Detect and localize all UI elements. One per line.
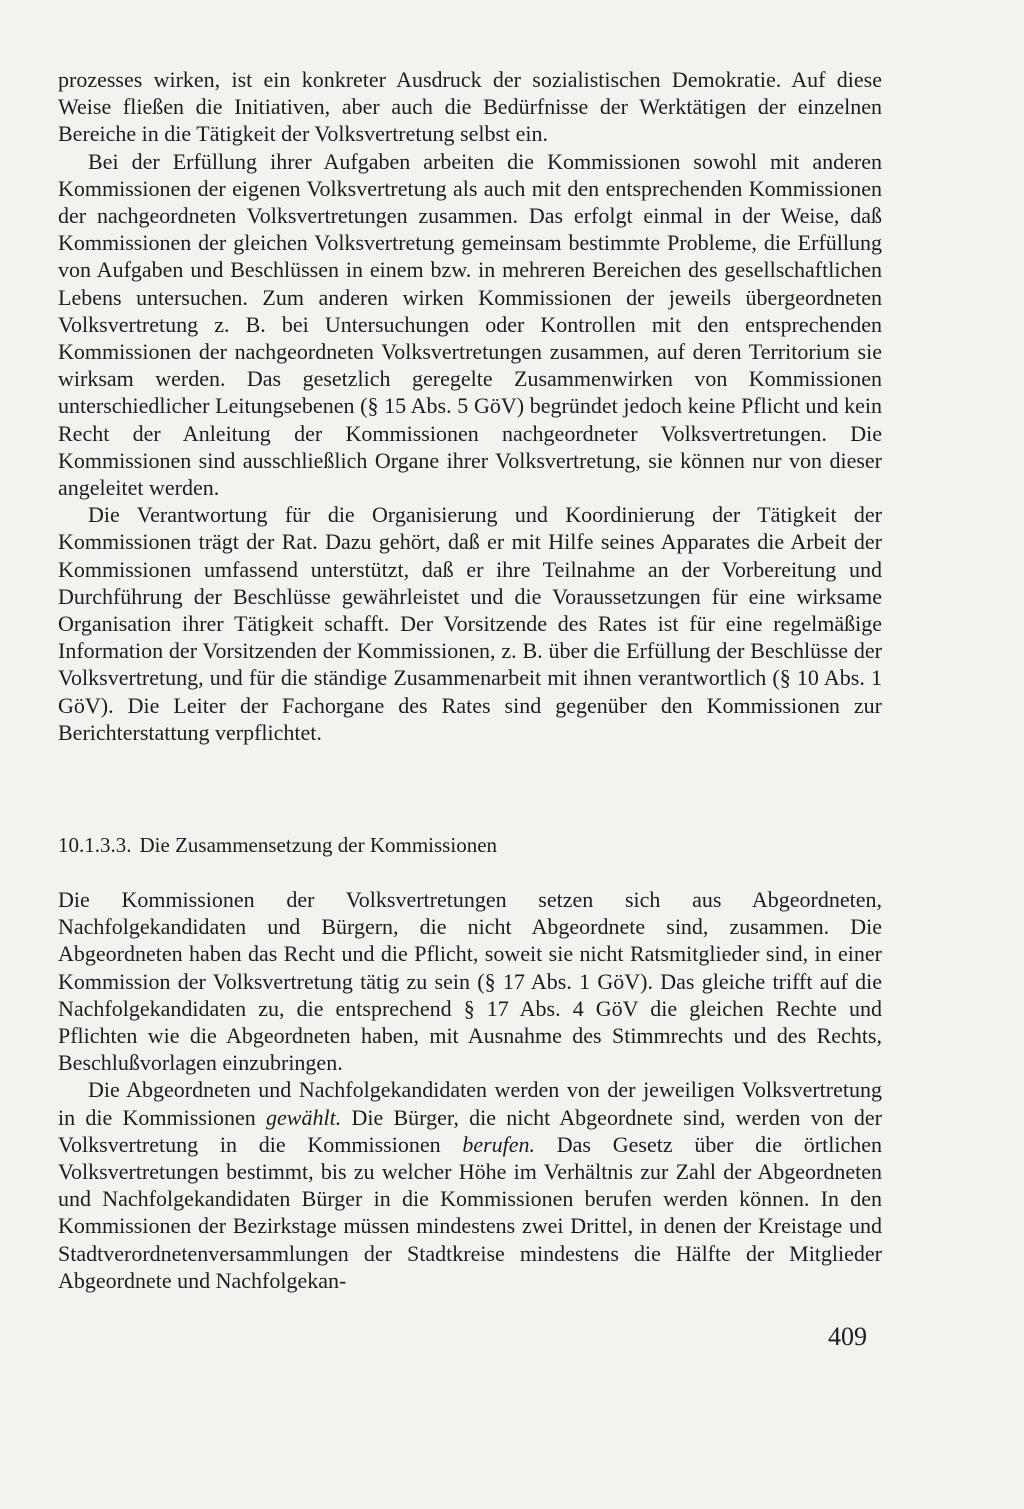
paragraph-5-part-b: Die Bürger, die nicht Abgeordnete sind, werden von der Volksvertretung in die Kommissionen	[58, 1104, 882, 1157]
paragraph-2: Bei der Erfüllung ihrer Aufgaben arbeiten die Kommissionen sowohl mit anderen Kommissionen der eigenen Volksvertretung als auch mit den entsprechenden Kommissionen der nachgeordneten Volksvertretungen zusammen. Das erfolgt einmal in der Weise, daß Kommissionen der gleichen Volksvertretung gemeinsam bestimmte Probleme, die Erfüllung von Aufgaben und Beschlüssen in einem bzw. in mehreren Bereichen des gesellschaftlichen Lebens untersuchen. Zum anderen wirken Kommissionen der jeweils übergeordneten Volksvertretung z. B. bei Untersuchungen oder Kontrollen mit den entsprechenden Kommissionen der nachgeordneten Volksvertretungen zusammen, auf deren Territorium sie wirksam werden. Das gesetzlich geregelte Zusammenwirken von Kommissionen unterschiedlicher Leitungsebenen (§ 15 Abs. 5 GöV) begründet jedoch keine Pflicht und kein Recht der Anleitung der Kommissionen nachgeordneter Volksvertretungen. Die Kommissionen sind ausschließlich Organe ihrer Volksvertretung, sie können nur von dieser angeleitet werden.	[58, 148, 882, 501]
paragraph-5-part-c: Das Gesetz über die örtlichen Volksvertretungen bestimmt, bis zu welcher Höhe im Verhältnis zur Zahl der Abgeordneten und Nachfolgekandidaten Bürger in die Kommissionen berufen werden können. In den Kommissionen der Bezirkstage müssen mindestens zwei Drittel, in denen der Kreistage und Stadtverordnetenversammlungen der Stadtkreise mindestens die Hälfte der Mitglieder Abgeordnete und Nachfolgekan-	[58, 1131, 882, 1293]
emphasis-berufen: berufen.	[462, 1131, 536, 1157]
emphasis-gewaehlt: gewählt.	[266, 1104, 342, 1130]
paragraph-4: Die Kommissionen der Volksvertretungen setzen sich aus Abgeordneten, Nachfolgekandidaten und Bürgern, die nicht Abgeordnete sind, zusammen. Die Abgeordneten haben das Recht und die Pflicht, soweit sie nicht Ratsmitglieder sind, in einer Kommission der Volksvertretung tätig zu sein (§ 17 Abs. 1 GöV). Das gleiche trifft auf die Nachfolgekandidaten zu, die entsprechend § 17 Abs. 4 GöV die gleichen Rechte und Pflichten wie die Abgeordneten haben, mit Ausnahme des Stimmrechts und des Rechts, Beschlußvorlagen einzubringen.	[58, 887, 882, 1076]
paragraph-5	[58, 1076, 882, 1294]
section-heading	[58, 833, 882, 858]
body-text-top	[58, 66, 882, 746]
page-number: 409	[828, 1322, 867, 1351]
paragraph-5-part-a: Die Abgeordneten und Nachfolgekandidaten werden von der jeweiligen Volksvertretung in die Kommissionen	[58, 1077, 882, 1130]
paragraph-1: prozesses wirken, ist ein konkreter Ausdruck der sozialistischen Demokratie. Auf diese Weise fließen die Initiativen, aber auch die Bedürfnisse der Werktätigen der einzelnen Bereiche in die Tätigkeit der Volksvertretung selbst ein.	[58, 67, 882, 147]
body-text-bottom	[58, 886, 882, 1294]
section-number: 10.1.3.3.	[58, 833, 132, 857]
paragraph-3: Die Verantwortung für die Organisierung und Koordinierung der Tätigkeit der Kommissionen trägt der Rat. Dazu gehört, daß er mit Hilfe seines Apparates die Arbeit der Kommissionen umfassend unterstützt, daß er ihre Teilnahme an der Vorbereitung und Durchführung der Beschlüsse gewährleistet und die Voraussetzungen für eine wirksame Organisation ihrer Tätigkeit schafft. Der Vorsitzende des Rates ist für eine regelmäßige Information der Vorsitzenden der Kommissionen, z. B. über die Erfüllung der Beschlüsse der Volksvertretung, und für die ständige Zusammenarbeit mit ihnen verantwortlich (§ 10 Abs. 1 GöV). Die Leiter der Fachorgane des Rates sind gegenüber den Kommissionen zur Berichterstattung verpflichtet.	[58, 502, 882, 745]
section-title: Die Zusammensetzung der Kommissionen	[139, 833, 498, 857]
